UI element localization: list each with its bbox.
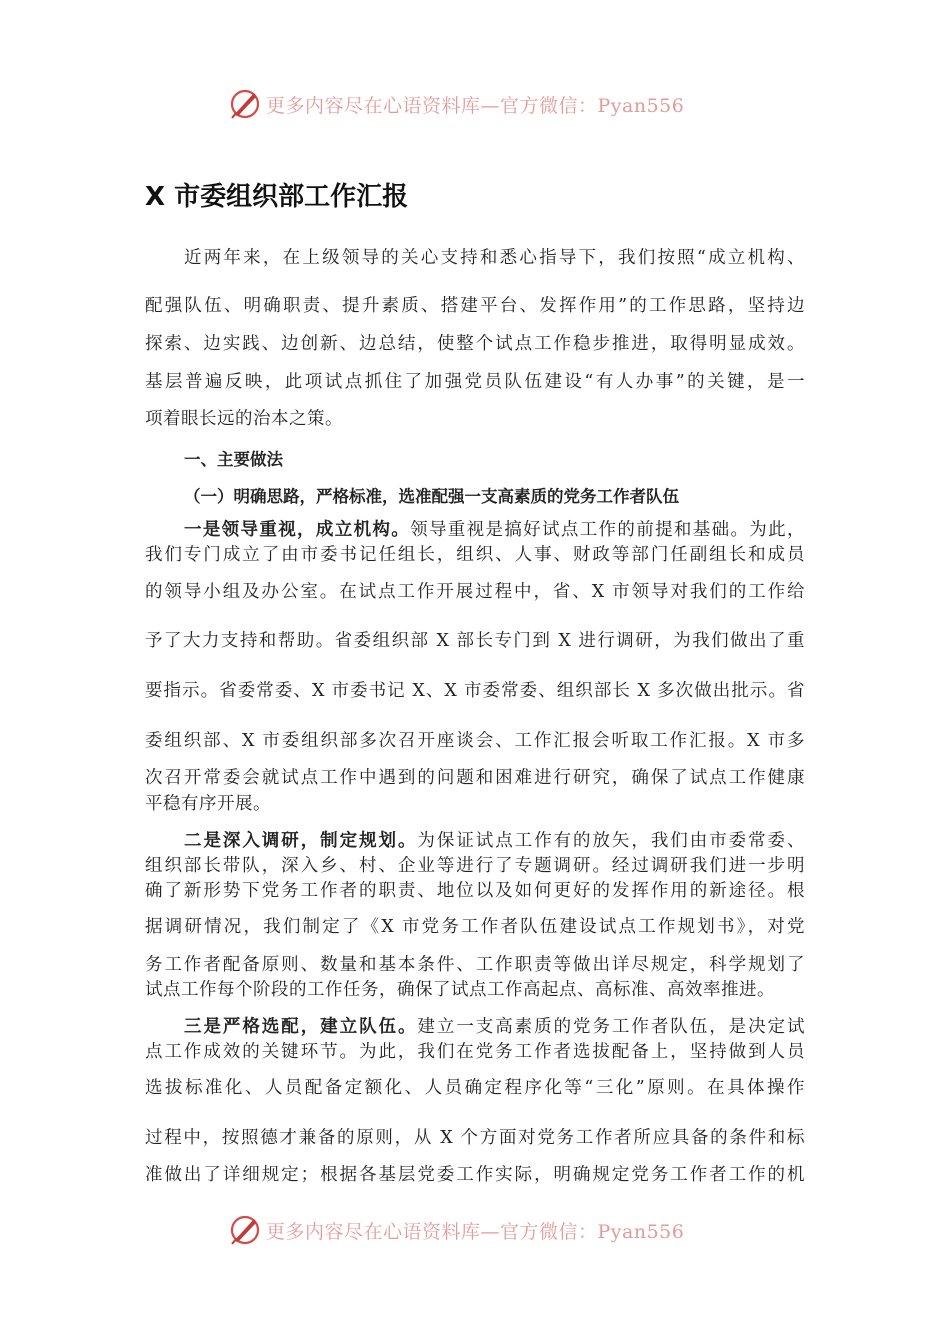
paragraph-line: 的领导小组及办公室。在试点工作开展过程中，省、X 市领导对我们的工作给: [145, 582, 805, 602]
paragraph-text: 领导重视是搞好试点工作的前提和基础。为此，: [410, 520, 805, 540]
paragraph-line: 要指示。省委常委、X 市委书记 X、X 市委常委、组织部长 X 多次做出批示。省: [145, 681, 805, 701]
paragraph-line: 点工作成效的关键环节。为此，我们在党务工作者选拔配备上，坚持做到人员: [145, 1042, 805, 1062]
paragraph-line: 务工作者配备原则、数量和基本条件、工作职责等做出详尽规定，科学规划了: [145, 955, 805, 975]
paragraph-lead: 二是深入调研，制定规划。: [184, 831, 418, 851]
paragraph-line: 确了新形势下党务工作者的职责、地位以及如何更好的发挥作用的新途径。根: [145, 881, 805, 901]
paragraph-line: 我们专门成立了由市委书记任组长，组织、人事、财政等部门任副组长和成员: [145, 545, 805, 565]
paragraph-line: 组织部长带队，深入乡、村、企业等进行了专题调研。经过调研我们进一步明: [145, 856, 805, 876]
document-title: X 市委组织部工作汇报: [145, 182, 409, 212]
quill-logo-icon: [228, 87, 262, 121]
watermark-text: 更多内容尽在心语资料库—官方微信：Pyan556: [266, 1220, 685, 1243]
intro-line: 项着眼长远的治本之策。: [145, 409, 343, 429]
quill-logo-icon: [228, 1213, 262, 1247]
paragraph-lead: 三是严格选配，建立队伍。: [184, 1017, 418, 1037]
subsection-heading: （一）明确思路，严格标准，选准配强一支高素质的党务工作者队伍: [184, 487, 679, 506]
watermark-banner-bottom: [228, 1210, 748, 1250]
watermark-text: 更多内容尽在心语资料库—官方微信：Pyan556: [266, 94, 685, 117]
paragraph-line: 准做出了详细规定；根据各基层党委工作实际，明确规定党务工作者工作的机: [145, 1165, 805, 1185]
paragraph-line: 次召开常委会就试点工作中遇到的问题和困难进行研究，确保了试点工作健康: [145, 768, 805, 788]
paragraph-line: [184, 1015, 805, 1039]
paragraph-line: 试点工作每个阶段的工作任务，确保了试点工作高起点、高标准、高效率推进。: [145, 980, 775, 1000]
paragraph-line: 选拔标准化、人员配备定额化、人员确定程序化等“三化”原则。在具体操作: [145, 1078, 805, 1098]
paragraph-line: 平稳有序开展。: [145, 794, 271, 814]
paragraph-line: [184, 518, 805, 542]
intro-line: 近两年来，在上级领导的关心支持和悉心指导下，我们按照“成立机构、: [184, 248, 805, 268]
paragraph-lead: 一是领导重视，成立机构。: [184, 520, 411, 540]
paragraph-line: 据调研情况，我们制定了《X 市党务工作者队伍建设试点工作规划书》，对党: [145, 917, 805, 937]
paragraph-text: 建立一支高素质的党务工作者队伍，是决定试: [417, 1017, 806, 1037]
watermark-banner-top: [228, 84, 748, 124]
paragraph-line: 过程中，按照德才兼备的原则，从 X 个方面对党务工作者所应具备的条件和标: [145, 1128, 805, 1148]
intro-line: 基层普遍反映，此项试点抓住了加强党员队伍建设“有人办事”的关键，是一: [145, 372, 805, 392]
paragraph-line: 予了大力支持和帮助。省委组织部 X 部长专门到 X 进行调研，为我们做出了重: [145, 631, 805, 651]
paragraph-line: 委组织部、X 市委组织部多次召开座谈会、工作汇报会听取工作汇报。X 市多: [145, 731, 805, 751]
paragraph-line: [184, 829, 805, 853]
section-heading: 一、主要做法: [184, 450, 283, 469]
intro-line: 配强队伍、明确职责、提升素质、搭建平台、发挥作用”的工作思路，坚持边: [145, 296, 805, 316]
paragraph-text: 为保证试点工作有的放矢，我们由市委常委、: [417, 831, 806, 851]
intro-line: 探索、边实践、边创新、边总结，使整个试点工作稳步推进，取得明显成效。: [145, 334, 805, 354]
